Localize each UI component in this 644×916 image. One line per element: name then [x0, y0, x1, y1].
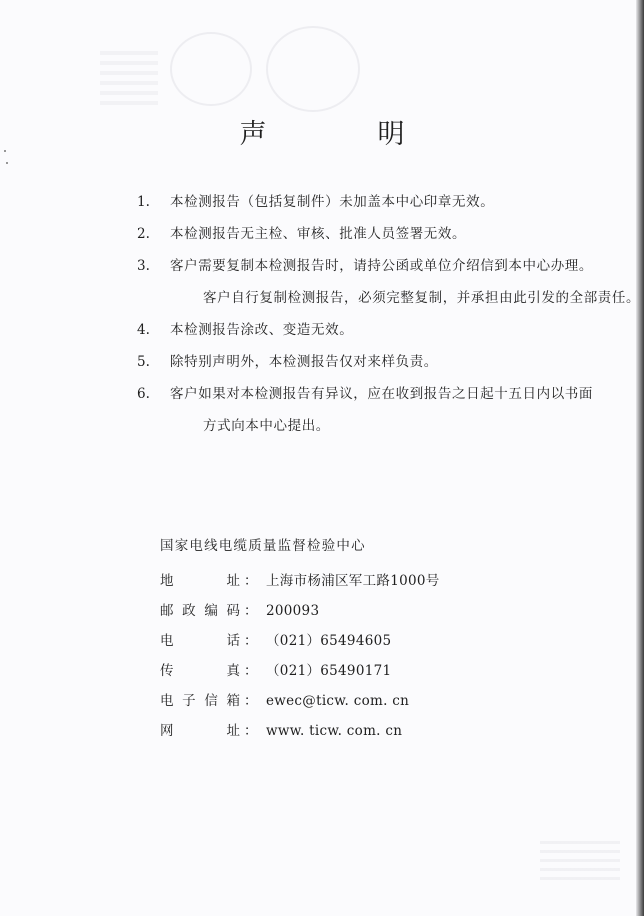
- contact-value: ewec@ticw. com. cn: [266, 693, 410, 709]
- list-item: [137, 378, 637, 410]
- item-text: 客户自行复制检测报告，必须完整复制，并承担由此引发的全部责任。: [203, 290, 641, 306]
- item-number: 2.: [137, 226, 150, 242]
- page-title: 声 明: [239, 119, 447, 150]
- contact-value: www. ticw. com. cn: [266, 723, 403, 739]
- contact-row-fax: [160, 659, 440, 689]
- colon: ：: [244, 693, 258, 709]
- item-number: 6.: [137, 386, 150, 402]
- label-char: 址: [226, 723, 240, 739]
- contact-value: （021）65490171: [266, 663, 392, 679]
- item-number: [170, 282, 203, 314]
- contact-label: [160, 569, 240, 589]
- item-number: 1.: [137, 194, 150, 210]
- label-char: 码: [226, 603, 240, 619]
- item-text: 本检测报告涂改、变造无效。: [170, 322, 354, 338]
- speck: [6, 162, 8, 164]
- show-through-seal: [170, 32, 252, 106]
- item-number: [170, 410, 203, 442]
- label-char: 箱: [226, 693, 240, 709]
- label-char: 邮: [160, 603, 174, 619]
- item-text: 除特别声明外，本检测报告仅对来样负责。: [170, 354, 438, 370]
- contact-row-website: [160, 719, 440, 749]
- item-number: 5.: [137, 354, 150, 370]
- list-item: [137, 218, 637, 250]
- show-through-mark: [100, 45, 158, 105]
- contact-row-email: [160, 689, 440, 719]
- item-number: 4.: [137, 322, 150, 338]
- contact-row-address: [160, 569, 440, 599]
- contact-label: [160, 719, 240, 739]
- colon: ：: [244, 723, 258, 739]
- label-char: 地: [160, 573, 174, 589]
- label-char: 网: [160, 723, 174, 739]
- list-item: [137, 346, 637, 378]
- contact-label: [160, 689, 240, 709]
- list-item: [137, 314, 637, 346]
- contact-row-phone: [160, 629, 440, 659]
- label-char: 政: [182, 603, 196, 619]
- item-text: 客户如果对本检测报告有异议，应在收到报告之日起十五日内以书面: [170, 386, 593, 402]
- item-text: 方式向本中心提出。: [203, 418, 330, 434]
- contact-value: 上海市杨浦区军工路1000号: [266, 573, 440, 589]
- colon: ：: [244, 663, 258, 679]
- label-char: 话: [226, 633, 240, 649]
- label-char: 信: [204, 693, 218, 709]
- contact-block: [160, 534, 440, 749]
- contact-label: [160, 659, 240, 679]
- list-item: [137, 250, 637, 282]
- contact-row-postcode: [160, 599, 440, 629]
- colon: ：: [244, 573, 258, 589]
- contact-label: [160, 629, 240, 649]
- list-item: [137, 282, 641, 314]
- item-text: 客户需要复制本检测报告时，请持公函或单位介绍信到本中心办理。: [170, 258, 593, 274]
- label-char: 传: [160, 663, 174, 679]
- colon: ：: [244, 633, 258, 649]
- item-text: 本检测报告无主检、审核、批准人员签署无效。: [170, 226, 467, 242]
- label-char: 电: [160, 633, 174, 649]
- colon: ：: [244, 603, 258, 619]
- item-text: 本检测报告（包括复制件）未加盖本中心印章无效。: [170, 194, 495, 210]
- contact-label: [160, 599, 240, 619]
- label-char: 编: [204, 603, 218, 619]
- label-char: 子: [182, 693, 196, 709]
- label-char: 电: [160, 693, 174, 709]
- contact-value: 200093: [266, 603, 320, 619]
- contact-value: （021）65494605: [266, 633, 392, 649]
- label-char: 址: [226, 573, 240, 589]
- show-through-mark: [540, 840, 620, 880]
- show-through-seal: [266, 26, 360, 112]
- statement-list: [137, 186, 641, 442]
- list-item: [137, 410, 637, 442]
- label-char: 真: [226, 663, 240, 679]
- organization-name: 国家电线电缆质量监督检验中心: [160, 538, 366, 554]
- item-number: 3.: [137, 258, 150, 274]
- list-item: [137, 186, 637, 218]
